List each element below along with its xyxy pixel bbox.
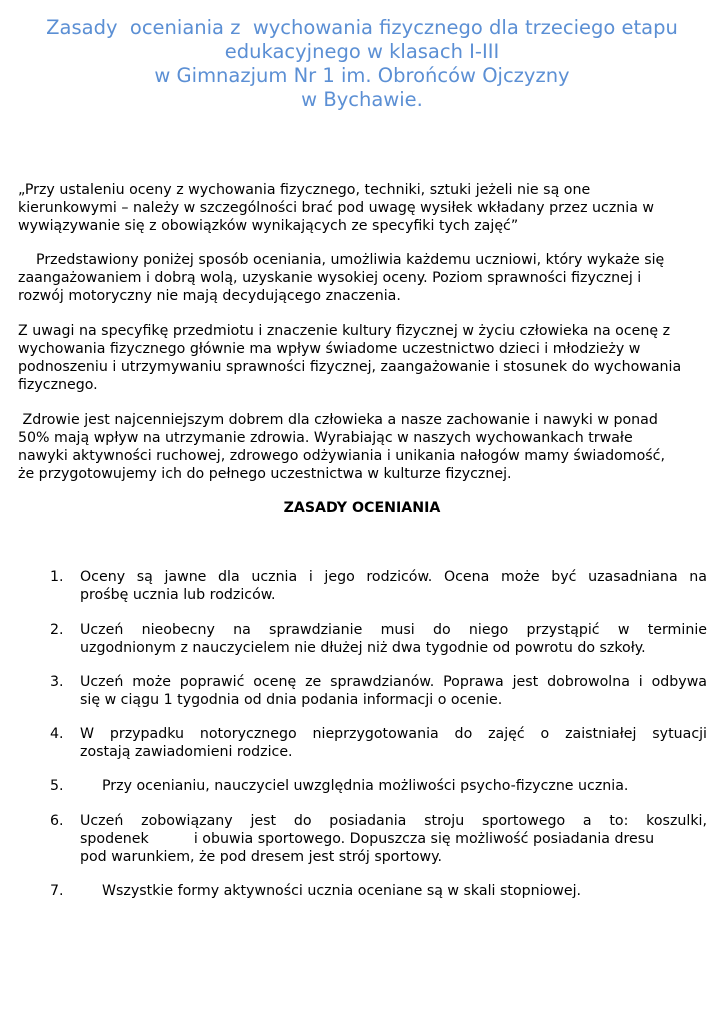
list-number: 3. xyxy=(50,674,64,690)
list-number: 2. xyxy=(50,622,64,638)
paragraph-line: podnoszeniu i utrzymywaniu sprawności fizycznej, zaangażowanie i stosunek do wychowania xyxy=(18,359,682,375)
intro-paragraph xyxy=(18,251,708,305)
paragraph-line: Przedstawiony poniżej sposób oceniania, umożliwia każdemu uczniowi, który wykaże się xyxy=(18,252,665,268)
paragraph-line: kierunkowymi – należy w szczególności brać pod uwagę wysiłek wkładany przez ucznia w xyxy=(18,200,655,216)
paragraph-line: rozwój motoryczny nie mają decydującego znaczenia. xyxy=(18,288,401,304)
list-item-line: Wszystkie formy aktywności ucznia oceniane są w skali stopniowej. xyxy=(102,883,582,899)
section-heading: ZASADY OCENIANIA xyxy=(283,500,441,516)
list-item-line: Przy ocenianiu, nauczyciel uwzględnia możliwości psycho-fizyczne ucznia. xyxy=(102,778,629,794)
list-item-line: zostają zawiadomieni rodzice. xyxy=(80,744,293,760)
quote-paragraph xyxy=(18,181,708,235)
title-line: w Bychawie. xyxy=(301,88,423,111)
list-number: 7. xyxy=(50,883,64,899)
title-line: Zasady oceniania z wychowania fizycznego dla trzeciego etapu xyxy=(46,16,678,39)
paragraph-line: wywiązywanie się z obowiązków wynikających ze specyfiki tych zajęć” xyxy=(18,218,519,234)
specifics-paragraph xyxy=(18,322,708,394)
title-line: edukacyjnego w klasach I-III xyxy=(224,40,500,63)
paragraph-line: że przygotowujemy ich do pełnego uczestnictwa w kulturze fizycznej. xyxy=(18,466,512,482)
list-item-line: Uczeń nieobecny na sprawdzianie musi do niego przystąpić w terminie xyxy=(80,622,707,638)
paragraph-line: wychowania fizycznego głównie ma wpływ świadome uczestnictwo dzieci i młodzieży w xyxy=(18,341,641,357)
list-item-line: pod warunkiem, że pod dresem jest strój sportowy. xyxy=(80,849,443,865)
paragraph-line: Zdrowie jest najcenniejszym dobrem dla człowieka a nasze zachowanie i nawyki w ponad xyxy=(18,412,658,428)
list-number: 5. xyxy=(50,778,64,794)
list-item-line: Oceny są jawne dla ucznia i jego rodziców. Ocena może być uzasadniana na xyxy=(80,569,707,585)
health-paragraph xyxy=(18,411,708,483)
paragraph-line: nawyki aktywności ruchowej, zdrowego odżywiania i unikania nałogów mamy świadomość, xyxy=(18,448,665,464)
paragraph-line: Z uwagi na specyfikę przedmiotu i znaczenie kultury fizycznej w życiu człowieka na ocenę z xyxy=(18,323,671,339)
document-title xyxy=(0,16,724,112)
list-item-line: spodenek i obuwia sportowego. Dopuszcza się możliwość posiadania dresu xyxy=(80,831,655,847)
list-item-line: W przypadku notorycznego nieprzygotowania do zajęć o zaistniałej sytuacji xyxy=(80,726,707,742)
list-item-line: uzgodnionym z nauczycielem nie dłużej niż dwa tygodnie od powrotu do szkoły. xyxy=(80,640,646,656)
list-number: 4. xyxy=(50,726,64,742)
list-item-line: się w ciągu 1 tygodnia od dnia podania informacji o ocenie. xyxy=(80,692,503,708)
paragraph-line: 50% mają wpływ na utrzymanie zdrowia. Wyrabiając w naszych wychowankach trwałe xyxy=(18,430,633,446)
list-number: 1. xyxy=(50,569,64,585)
title-line: w Gimnazjum Nr 1 im. Obrońców Ojczyzny xyxy=(154,64,570,87)
list-item-line: Uczeń zobowiązany jest do posiadania stroju sportowego a to: koszulki, xyxy=(80,813,707,829)
paragraph-line: zaangażowaniem i dobrą wolą, uzyskanie wysokiej oceny. Poziom sprawności fizycznej i xyxy=(18,270,642,286)
list-item-line: prośbę ucznia lub rodziców. xyxy=(80,587,276,603)
paragraph-line: fizycznego. xyxy=(18,377,98,393)
list-item-line: Uczeń może poprawić ocenę ze sprawdzianów. Poprawa jest dobrowolna i odbywa xyxy=(80,674,707,690)
list-number: 6. xyxy=(50,813,64,829)
paragraph-line: „Przy ustaleniu oceny z wychowania fizycznego, techniki, sztuki jeżeli nie są one xyxy=(18,182,591,198)
